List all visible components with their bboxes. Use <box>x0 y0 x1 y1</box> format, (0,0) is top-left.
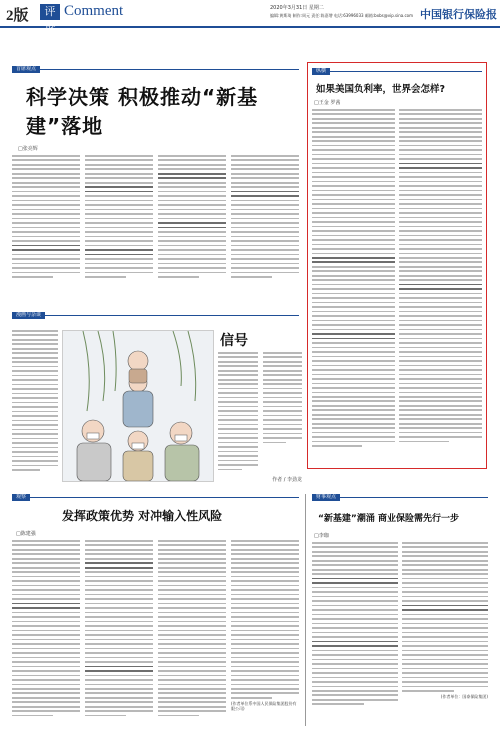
article-body <box>312 542 488 708</box>
column-divider <box>305 494 306 726</box>
section-label-cn: 评论 <box>40 4 60 20</box>
article-body <box>12 155 299 281</box>
cartoon-commentary <box>218 352 302 483</box>
page-number: 2版 <box>6 8 29 24</box>
article-right <box>312 68 482 450</box>
cartoon-illustration <box>62 330 214 482</box>
article-tag: 观察 <box>12 494 30 501</box>
article-byline: □张亮辉 <box>18 146 38 152</box>
article-byline: □王金 罗茜 <box>314 100 341 106</box>
date-line: 2020年3月31日 星期二 <box>270 5 324 11</box>
article-footnote: (作者单位系中国人民保险集团股份有限公司) <box>231 701 297 712</box>
article-footnote: (作者单位：国泰保险集团) <box>440 694 488 700</box>
cartoon-section <box>12 312 299 319</box>
page-header <box>0 0 500 34</box>
cartoon-title: 信号 <box>220 333 248 349</box>
editors-line: 编辑:黄斯琦 制作:周元 责任:陈嘉增 电话:63996033 邮箱:bxbs@vip.sina.com <box>270 13 413 18</box>
article-tag: 财事观点 <box>312 494 340 501</box>
article-headline: 如果美国负利率，世界会怎样? <box>316 84 446 95</box>
cartoon-left-text <box>12 330 58 474</box>
section-tag: 漫画与杂谈 <box>12 312 45 319</box>
article-tag: 纵横 <box>312 68 330 75</box>
section-label-en: Comment <box>64 3 124 19</box>
article-body <box>12 540 299 719</box>
article-headline: “新基建”潮涌 商业保险需先行一步 <box>318 514 459 524</box>
article-body <box>312 109 482 450</box>
article-bottom-right <box>312 494 488 708</box>
cartoon-drawing <box>63 331 213 481</box>
article-top-left <box>12 66 299 281</box>
article-byline: □李珈 <box>314 533 329 539</box>
article-byline: □陈建强 <box>16 531 36 537</box>
article-tag: 首席观点 <box>12 66 40 73</box>
article-headline: 科学决策 积极推动“新基建”落地 <box>26 85 259 138</box>
article-headline: 发挥政策优势 对冲输入性风险 <box>62 509 223 523</box>
header-info <box>270 5 420 19</box>
cartoon-author: 作者 / 李劲龙 <box>272 477 302 484</box>
article-bottom-left <box>12 494 299 719</box>
masthead-logo: 中国银行保险报 <box>420 8 497 21</box>
